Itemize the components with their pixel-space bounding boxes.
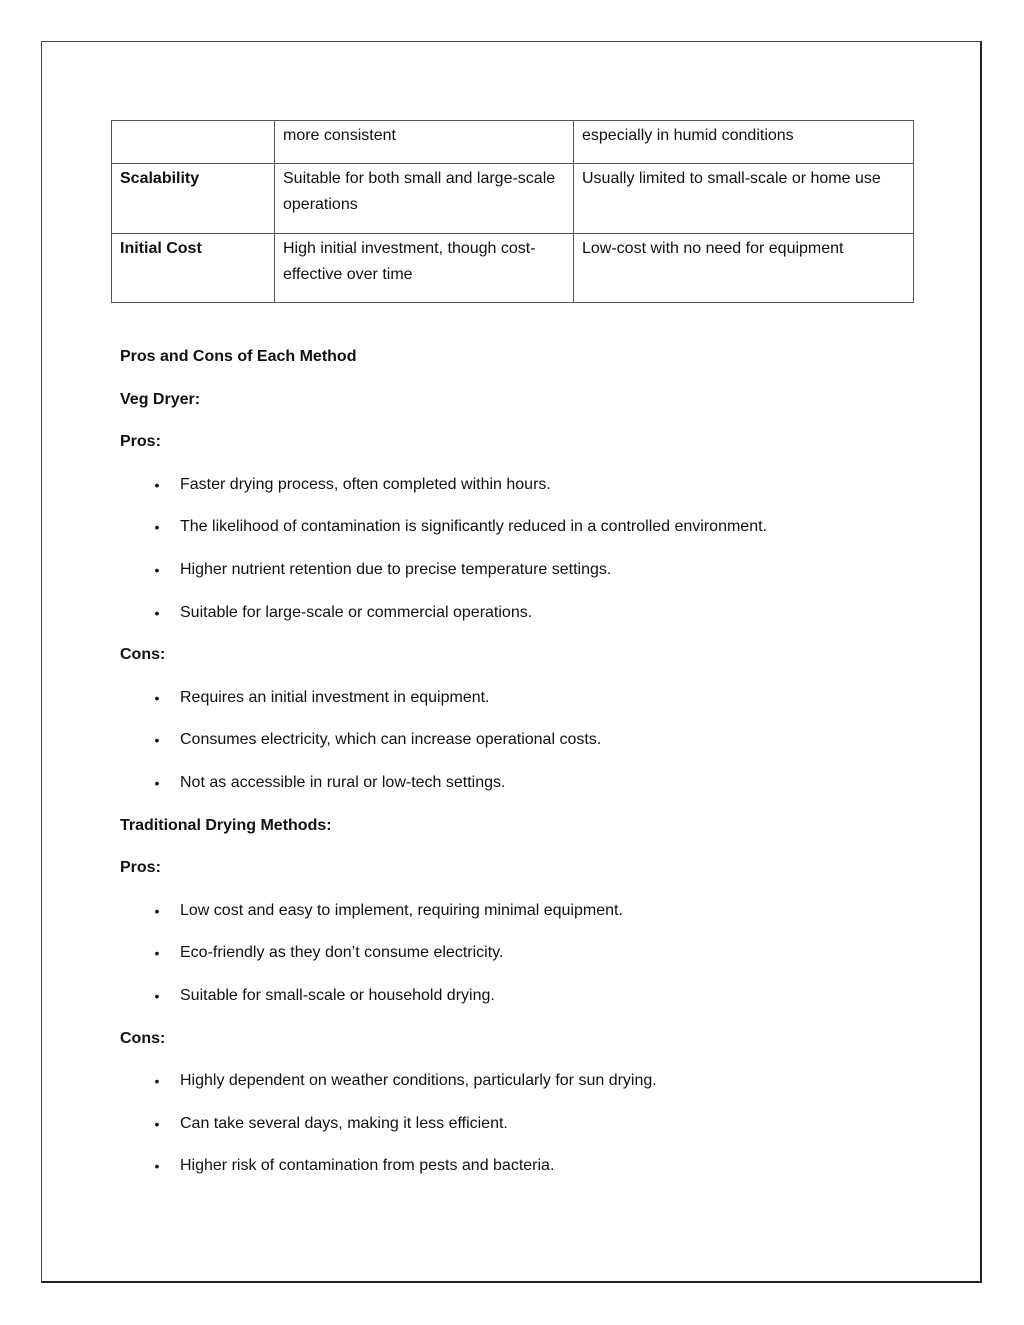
bullet-icon: •: [154, 1158, 160, 1175]
list-item: [120, 897, 920, 940]
table-cell-veg-dryer: High initial investment, though cost-effective over time: [275, 234, 574, 303]
table-cell-label: Initial Cost: [112, 234, 275, 303]
list-item-text: Higher nutrient retention due to precise temperature settings.: [180, 560, 612, 578]
bullet-icon: •: [154, 519, 160, 536]
veg-dryer-pros-list: [120, 471, 920, 641]
table-row: [112, 121, 914, 164]
list-item: [120, 684, 920, 727]
list-item: [120, 471, 920, 514]
list-item-text: Requires an initial investment in equipment.: [180, 688, 490, 706]
list-item-text: The likelihood of contamination is significantly reduced in a controlled environment.: [180, 518, 767, 536]
table-row: [112, 234, 914, 303]
traditional-pros-list: [120, 897, 920, 1025]
list-item: [120, 513, 920, 556]
bullet-icon: •: [154, 689, 160, 706]
bullet-icon: •: [154, 902, 160, 919]
bullet-icon: •: [154, 945, 160, 962]
veg-dryer-pros-label: Pros:: [120, 433, 161, 451]
table-cell-traditional: Usually limited to small-scale or home use: [574, 164, 914, 234]
list-item: [120, 1152, 920, 1195]
bullet-icon: •: [154, 774, 160, 791]
table-cell-veg-dryer: Suitable for both small and large-scale operations: [275, 164, 574, 234]
section-title: Pros and Cons of Each Method: [120, 348, 357, 365]
bullet-icon: •: [154, 1115, 160, 1132]
list-item-text: Highly dependent on weather conditions, particularly for sun drying.: [180, 1072, 657, 1090]
table-row: [112, 164, 914, 234]
veg-dryer-cons-list: [120, 684, 920, 812]
veg-dryer-heading: Veg Dryer:: [120, 390, 201, 408]
list-item: [120, 599, 920, 642]
bullet-icon: •: [154, 987, 160, 1004]
list-item: [120, 556, 920, 599]
list-item: [120, 982, 920, 1025]
table-cell-label: Scalability: [112, 164, 275, 234]
list-item: [120, 726, 920, 769]
list-item-text: Suitable for small-scale or household drying.: [180, 986, 495, 1004]
bullet-icon: •: [154, 732, 160, 749]
bullet-icon: •: [154, 561, 160, 578]
comparison-table: [111, 120, 914, 303]
table-cell-veg-dryer: more consistent: [275, 121, 574, 164]
traditional-heading: Traditional Drying Methods:: [120, 816, 332, 834]
list-item-text: Not as accessible in rural or low-tech settings.: [180, 773, 506, 791]
bullet-icon: •: [154, 476, 160, 493]
traditional-cons-label: Cons:: [120, 1029, 166, 1047]
bullet-icon: •: [154, 1073, 160, 1090]
table-cell-traditional: Low-cost with no need for equipment: [574, 234, 914, 303]
list-item-text: Can take several days, making it less efficient.: [180, 1114, 508, 1132]
table-cell-label: [112, 121, 275, 164]
document-body: [120, 343, 920, 1195]
list-item-text: Low cost and easy to implement, requiring minimal equipment.: [180, 901, 623, 919]
list-item: [120, 1110, 920, 1153]
veg-dryer-cons-label: Cons:: [120, 646, 166, 664]
table-cell-traditional: especially in humid conditions: [574, 121, 914, 164]
bullet-icon: •: [154, 604, 160, 621]
traditional-cons-list: [120, 1067, 920, 1195]
list-item: [120, 769, 920, 812]
list-item-text: Eco-friendly as they don’t consume electricity.: [180, 944, 504, 962]
list-item-text: Higher risk of contamination from pests and bacteria.: [180, 1157, 555, 1175]
list-item-text: Consumes electricity, which can increase operational costs.: [180, 731, 602, 749]
traditional-pros-label: Pros:: [120, 859, 161, 877]
list-item-text: Faster drying process, often completed within hours.: [180, 475, 551, 493]
list-item: [120, 939, 920, 982]
list-item-text: Suitable for large-scale or commercial operations.: [180, 603, 533, 621]
list-item: [120, 1067, 920, 1110]
